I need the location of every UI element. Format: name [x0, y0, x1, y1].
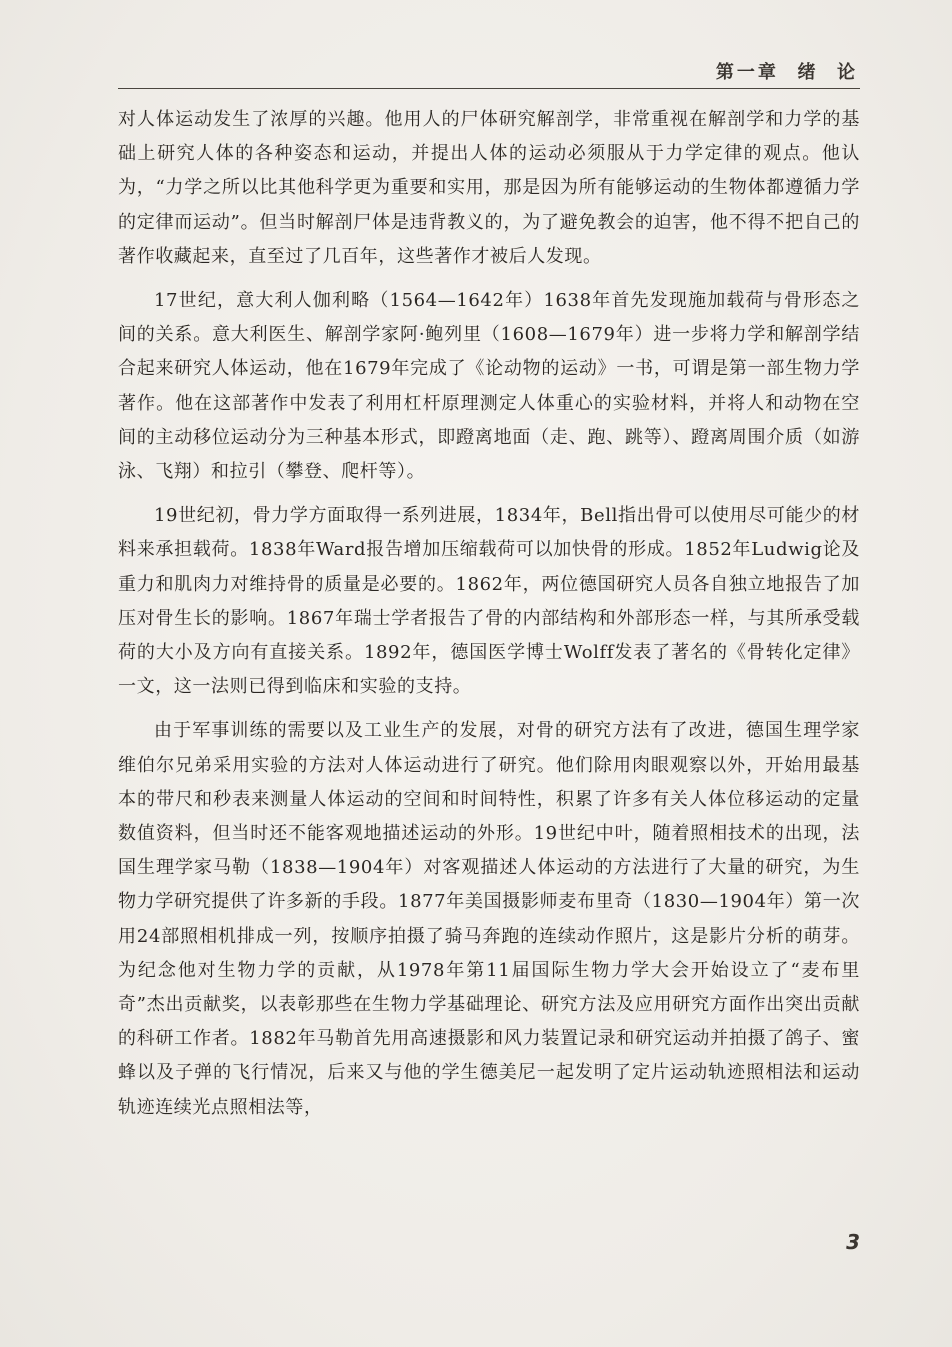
paragraph-continuation: 对人体运动发生了浓厚的兴趣。他用人的尸体研究解剖学，非常重视在解剖学和力学的基础上研究人体的各种姿态和运动，并提出人体的运动必须服从于力学定律的观点。他认为，“力学之所以比其他科学更为重要和实用，那是因为所有能够运动的生物体都遵循力学的定律而运动”。但当时解剖尸体是违背教义的，为了避免教会的迫害，他不得不把自己的著作收藏起来，直至过了几百年，这些著作才被后人发现。: [118, 109, 860, 267]
paragraph-19th-century-bone: 19世纪初，骨力学方面取得一系列进展，1834年，Bell指出骨可以使用尽可能少的材料来承担载荷。1838年Ward报告增加压缩载荷可以加快骨的形成。1852年Ludwig论及重力和肌肉力对维持骨的质量是必要的。1862年，两位德国研究人员各自独立地报告了加压对骨生长的影响。1867年瑞士学者报告了骨的内部结构和外部形态一样，与其所承受载荷的大小及方向有直接关系。1892年，德国医学博士Wolff发表了著名的《骨转化定律》一文，这一法则已得到临床和实验的支持。: [118, 505, 860, 698]
chapter-title: 第一章 绪 论: [715, 62, 858, 83]
paragraph-research-methods: 由于军事训练的需要以及工业生产的发展，对骨的研究方法有了改进，德国生理学家维伯尔兄弟采用实验的方法对人体运动进行了研究。他们除用肉眼观察以外，开始用最基本的带尺和秒表来测量人体运动的空间和时间特性，积累了许多有关人体位移运动的定量数值资料，但当时还不能客观地描述运动的外形。19世纪中叶，随着照相技术的出现，法国生理学家马勒（1838—1904年）对客观描述人体运动的方法进行了大量的研究，为生物力学研究提供了许多新的手段。1877年美国摄影师麦布里奇（1830—1904年）第一次用24部照相机排成一列，按顺序拍摄了骑马奔跑的连续动作照片，这是影片分析的萌芽。为纪念他对生物力学的贡献，从1978年第11届国际生物力学大会开始设立了“麦布里奇”杰出贡献奖，以表彰那些在生物力学基础理论、研究方法及应用研究方面作出突出贡献的科研工作者。1882年马勒首先用高速摄影和风力装置记录和研究运动并拍摄了鸽子、蜜蜂以及子弹的飞行情况，后来又与他的学生德美尼一起发明了定片运动轨迹照相法和运动轨迹连续光点照相法等，: [118, 720, 860, 1118]
paragraph-17th-century: 17世纪，意大利人伽利略（1564—1642年）1638年首先发现施加载荷与骨形态之间的关系。意大利医生、解剖学家阿·鲍列里（1608—1679年）进一步将力学和解剖学结合起来研究人体运动，他在1679年完成了《论动物的运动》一书，可谓是第一部生物力学著作。他在这部著作中发表了利用杠杆原理测定人体重心的实验材料，并将人和动物在空间的主动移位运动分为三种基本形式，即蹬离地面（走、跑、跳等）、蹬离周围介质（如游泳、飞翔）和拉引（攀登、爬杆等）。: [118, 290, 860, 483]
page-number: 3: [846, 1230, 860, 1254]
running-header: [118, 56, 860, 86]
header-rule: [118, 88, 860, 89]
body-text: [118, 103, 860, 1125]
